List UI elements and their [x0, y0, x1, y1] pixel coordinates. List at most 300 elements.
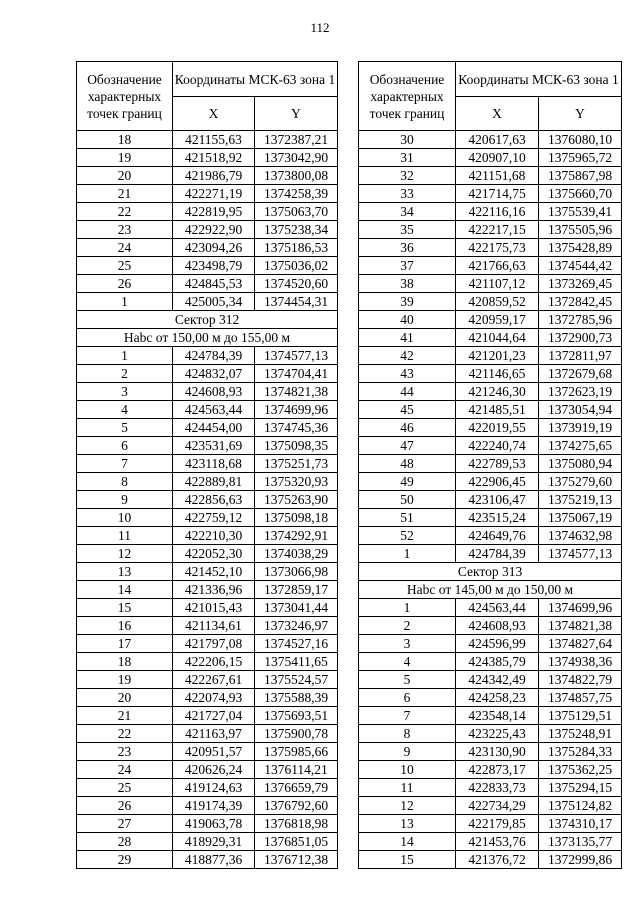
y-coordinate-cell: 1374520,60	[255, 275, 338, 293]
x-coordinate-cell: 421766,63	[456, 257, 539, 275]
table-row	[359, 671, 622, 689]
table-row	[77, 257, 338, 275]
x-coordinate-cell: 421453,76	[456, 833, 539, 851]
point-id-cell: 33	[359, 185, 456, 203]
x-coordinate-cell: 422240,74	[456, 437, 539, 455]
y-coordinate-cell: 1374544,42	[539, 257, 622, 275]
table-row	[77, 293, 338, 311]
table-row	[359, 275, 622, 293]
table-row	[77, 167, 338, 185]
x-coordinate-cell: 421714,75	[456, 185, 539, 203]
point-id-cell: 9	[359, 743, 456, 761]
point-id-cell: 15	[359, 851, 456, 869]
table-row	[77, 563, 338, 581]
x-coordinate-cell: 421201,23	[456, 347, 539, 365]
y-coordinate-cell: 1373066,98	[255, 563, 338, 581]
point-id-cell: 8	[77, 473, 173, 491]
point-id-cell: 12	[359, 797, 456, 815]
column-header-point-label: Обозначение характерных точек границ	[359, 62, 456, 131]
table-row	[359, 455, 622, 473]
y-coordinate-cell: 1372859,17	[255, 581, 338, 599]
point-id-cell: 2	[359, 617, 456, 635]
table-row	[359, 131, 622, 149]
table-row	[359, 707, 622, 725]
table-row	[359, 203, 622, 221]
point-id-cell: 4	[77, 401, 173, 419]
x-coordinate-cell: 418929,31	[173, 833, 255, 851]
table-row	[359, 491, 622, 509]
y-coordinate-cell: 1375867,98	[539, 167, 622, 185]
point-id-cell: 19	[77, 671, 173, 689]
table-row	[77, 473, 338, 491]
table-row	[77, 689, 338, 707]
x-coordinate-cell: 423531,69	[173, 437, 255, 455]
table-row	[359, 779, 622, 797]
table-row	[359, 419, 622, 437]
point-id-cell: 21	[77, 185, 173, 203]
table-row	[77, 725, 338, 743]
point-id-cell: 4	[359, 653, 456, 671]
point-id-cell: 5	[77, 419, 173, 437]
y-coordinate-cell: 1374577,13	[255, 347, 338, 365]
y-coordinate-cell: 1376851,05	[255, 833, 338, 851]
x-coordinate-cell: 421015,43	[173, 599, 255, 617]
x-coordinate-cell: 422019,55	[456, 419, 539, 437]
table-row	[359, 815, 622, 833]
x-coordinate-cell: 421518,92	[173, 149, 255, 167]
coordinates-table-right	[358, 61, 622, 869]
y-coordinate-cell: 1375284,33	[539, 743, 622, 761]
point-id-cell: 20	[77, 167, 173, 185]
point-id-cell: 1	[359, 599, 456, 617]
point-id-cell: 36	[359, 239, 456, 257]
x-coordinate-cell: 422052,30	[173, 545, 255, 563]
point-id-cell: 28	[77, 833, 173, 851]
y-coordinate-cell: 1375251,73	[255, 455, 338, 473]
x-coordinate-cell: 423548,14	[456, 707, 539, 725]
point-id-cell: 23	[77, 743, 173, 761]
x-coordinate-cell: 422819,95	[173, 203, 255, 221]
point-id-cell: 3	[359, 635, 456, 653]
point-id-cell: 40	[359, 311, 456, 329]
y-coordinate-cell: 1372811,97	[539, 347, 622, 365]
y-coordinate-cell: 1374821,38	[539, 617, 622, 635]
x-coordinate-cell: 424832,07	[173, 365, 255, 383]
section-label: Сектор 313	[359, 563, 622, 581]
x-coordinate-cell: 419063,78	[173, 815, 255, 833]
table-row	[77, 185, 338, 203]
point-id-cell: 16	[77, 617, 173, 635]
y-coordinate-cell: 1375263,90	[255, 491, 338, 509]
x-coordinate-cell: 421146,65	[456, 365, 539, 383]
x-coordinate-cell: 421986,79	[173, 167, 255, 185]
point-id-cell: 22	[77, 725, 173, 743]
table-row	[77, 365, 338, 383]
y-coordinate-cell: 1375428,89	[539, 239, 622, 257]
x-coordinate-cell: 422271,19	[173, 185, 255, 203]
x-coordinate-cell: 420617,63	[456, 131, 539, 149]
y-coordinate-cell: 1372679,68	[539, 365, 622, 383]
x-coordinate-cell: 423130,90	[456, 743, 539, 761]
x-coordinate-cell: 421452,10	[173, 563, 255, 581]
x-coordinate-cell: 419174,39	[173, 797, 255, 815]
table-row	[359, 689, 622, 707]
y-coordinate-cell: 1375238,34	[255, 221, 338, 239]
table-row	[77, 131, 338, 149]
table-row	[77, 239, 338, 257]
section-label: Нabс от 150,00 м до 155,00 м	[77, 329, 338, 347]
y-coordinate-cell: 1376818,98	[255, 815, 338, 833]
y-coordinate-cell: 1375693,51	[255, 707, 338, 725]
x-coordinate-cell: 423515,24	[456, 509, 539, 527]
x-coordinate-cell: 423118,68	[173, 455, 255, 473]
y-coordinate-cell: 1373919,19	[539, 419, 622, 437]
y-coordinate-cell: 1375965,72	[539, 149, 622, 167]
y-coordinate-cell: 1376792,60	[255, 797, 338, 815]
column-header-y: Y	[255, 97, 338, 131]
y-coordinate-cell: 1373269,45	[539, 275, 622, 293]
y-coordinate-cell: 1374699,96	[539, 599, 622, 617]
x-coordinate-cell: 421246,30	[456, 383, 539, 401]
table-row	[77, 779, 338, 797]
y-coordinate-cell: 1374938,36	[539, 653, 622, 671]
point-id-cell: 10	[359, 761, 456, 779]
y-coordinate-cell: 1374745,36	[255, 419, 338, 437]
point-id-cell: 11	[359, 779, 456, 797]
table-row	[359, 329, 622, 347]
point-id-cell: 9	[77, 491, 173, 509]
table-row	[77, 203, 338, 221]
y-coordinate-cell: 1375524,57	[255, 671, 338, 689]
y-coordinate-cell: 1374821,38	[255, 383, 338, 401]
x-coordinate-cell: 422206,15	[173, 653, 255, 671]
table-row	[77, 401, 338, 419]
coordinates-table-left	[76, 61, 338, 869]
point-id-cell: 20	[77, 689, 173, 707]
point-id-cell: 38	[359, 275, 456, 293]
table-row	[77, 671, 338, 689]
table-row	[359, 347, 622, 365]
y-coordinate-cell: 1374822,79	[539, 671, 622, 689]
y-coordinate-cell: 1372842,45	[539, 293, 622, 311]
y-coordinate-cell: 1373135,77	[539, 833, 622, 851]
point-id-cell: 45	[359, 401, 456, 419]
point-id-cell: 39	[359, 293, 456, 311]
x-coordinate-cell: 422217,15	[456, 221, 539, 239]
point-id-cell: 13	[77, 563, 173, 581]
x-coordinate-cell: 421044,64	[456, 329, 539, 347]
table-row	[359, 797, 622, 815]
table-row	[77, 419, 338, 437]
section-label: Сектор 312	[77, 311, 338, 329]
page-number: 112	[310, 20, 330, 35]
y-coordinate-cell: 1375505,96	[539, 221, 622, 239]
point-id-cell: 26	[77, 797, 173, 815]
y-coordinate-cell: 1375248,91	[539, 725, 622, 743]
point-id-cell: 41	[359, 329, 456, 347]
y-coordinate-cell: 1372785,96	[539, 311, 622, 329]
y-coordinate-cell: 1372387,21	[255, 131, 338, 149]
point-id-cell: 26	[77, 275, 173, 293]
y-coordinate-cell: 1375098,18	[255, 509, 338, 527]
table-row	[359, 527, 622, 545]
table-row	[359, 851, 622, 869]
table-row	[359, 293, 622, 311]
x-coordinate-cell: 424608,93	[173, 383, 255, 401]
x-coordinate-cell: 422856,63	[173, 491, 255, 509]
x-coordinate-cell: 422889,81	[173, 473, 255, 491]
y-coordinate-cell: 1375539,41	[539, 203, 622, 221]
column-header-x: X	[456, 97, 539, 131]
point-id-cell: 48	[359, 455, 456, 473]
table-row	[359, 761, 622, 779]
x-coordinate-cell: 424784,39	[173, 347, 255, 365]
table-row	[359, 743, 622, 761]
table-row	[77, 617, 338, 635]
table-row	[77, 635, 338, 653]
x-coordinate-cell: 424258,23	[456, 689, 539, 707]
y-coordinate-cell: 1375320,93	[255, 473, 338, 491]
point-id-cell: 7	[359, 707, 456, 725]
point-id-cell: 18	[77, 131, 173, 149]
x-coordinate-cell: 422873,17	[456, 761, 539, 779]
x-coordinate-cell: 421376,72	[456, 851, 539, 869]
point-id-cell: 27	[77, 815, 173, 833]
table-row	[359, 617, 622, 635]
point-id-cell: 25	[77, 257, 173, 275]
table-row	[77, 275, 338, 293]
section-row	[359, 581, 622, 599]
x-coordinate-cell: 422789,53	[456, 455, 539, 473]
table-row	[359, 239, 622, 257]
y-coordinate-cell: 1374258,39	[255, 185, 338, 203]
y-coordinate-cell: 1375362,25	[539, 761, 622, 779]
x-coordinate-cell: 424649,76	[456, 527, 539, 545]
point-id-cell: 11	[77, 527, 173, 545]
y-coordinate-cell: 1375129,51	[539, 707, 622, 725]
point-id-cell: 32	[359, 167, 456, 185]
x-coordinate-cell: 424784,39	[456, 545, 539, 563]
x-coordinate-cell: 424845,53	[173, 275, 255, 293]
point-id-cell: 49	[359, 473, 456, 491]
x-coordinate-cell: 424342,49	[456, 671, 539, 689]
x-coordinate-cell: 420907,10	[456, 149, 539, 167]
y-coordinate-cell: 1375588,39	[255, 689, 338, 707]
y-coordinate-cell: 1375294,15	[539, 779, 622, 797]
x-coordinate-cell: 424563,44	[456, 599, 539, 617]
x-coordinate-cell: 423498,79	[173, 257, 255, 275]
point-id-cell: 1	[77, 293, 173, 311]
y-coordinate-cell: 1374827,64	[539, 635, 622, 653]
y-coordinate-cell: 1375411,65	[255, 653, 338, 671]
y-coordinate-cell: 1372999,86	[539, 851, 622, 869]
table-row	[77, 527, 338, 545]
point-id-cell: 46	[359, 419, 456, 437]
y-coordinate-cell: 1373054,94	[539, 401, 622, 419]
x-coordinate-cell: 422906,45	[456, 473, 539, 491]
x-coordinate-cell: 424385,79	[456, 653, 539, 671]
x-coordinate-cell: 424608,93	[456, 617, 539, 635]
point-id-cell: 24	[77, 761, 173, 779]
point-id-cell: 18	[77, 653, 173, 671]
table-row	[359, 167, 622, 185]
table-row	[359, 653, 622, 671]
y-coordinate-cell: 1374577,13	[539, 545, 622, 563]
point-id-cell: 10	[77, 509, 173, 527]
point-id-cell: 52	[359, 527, 456, 545]
point-id-cell: 30	[359, 131, 456, 149]
x-coordinate-cell: 423106,47	[456, 491, 539, 509]
y-coordinate-cell: 1374857,75	[539, 689, 622, 707]
y-coordinate-cell: 1376114,21	[255, 761, 338, 779]
column-header-point-label: Обозначение характерных точек границ	[77, 62, 173, 131]
table-row	[77, 509, 338, 527]
table-row	[359, 635, 622, 653]
point-id-cell: 34	[359, 203, 456, 221]
x-coordinate-cell: 423225,43	[456, 725, 539, 743]
y-coordinate-cell: 1374038,29	[255, 545, 338, 563]
table-row	[359, 311, 622, 329]
point-id-cell: 8	[359, 725, 456, 743]
section-row	[77, 311, 338, 329]
table-row	[77, 797, 338, 815]
table-row	[77, 743, 338, 761]
y-coordinate-cell: 1374310,17	[539, 815, 622, 833]
y-coordinate-cell: 1374699,96	[255, 401, 338, 419]
point-id-cell: 6	[359, 689, 456, 707]
section-label: Нabс от 145,00 м до 150,00 м	[359, 581, 622, 599]
section-row	[77, 329, 338, 347]
table-row	[77, 653, 338, 671]
table-row	[77, 347, 338, 365]
table-row	[77, 491, 338, 509]
x-coordinate-cell: 424596,99	[456, 635, 539, 653]
y-coordinate-cell: 1373246,97	[255, 617, 338, 635]
y-coordinate-cell: 1374454,31	[255, 293, 338, 311]
table-row	[359, 185, 622, 203]
table-row	[77, 599, 338, 617]
point-id-cell: 2	[77, 365, 173, 383]
point-id-cell: 51	[359, 509, 456, 527]
point-id-cell: 1	[77, 347, 173, 365]
column-header-coordinates: Координаты МСК-63 зона 1	[173, 62, 338, 97]
table-row	[359, 401, 622, 419]
y-coordinate-cell: 1376659,79	[255, 779, 338, 797]
point-id-cell: 12	[77, 545, 173, 563]
y-coordinate-cell: 1376712,38	[255, 851, 338, 869]
table-row	[77, 221, 338, 239]
x-coordinate-cell: 421163,97	[173, 725, 255, 743]
x-coordinate-cell: 421134,61	[173, 617, 255, 635]
table-row	[77, 761, 338, 779]
column-header-y: Y	[539, 97, 622, 131]
y-coordinate-cell: 1375124,82	[539, 797, 622, 815]
point-id-cell: 7	[77, 455, 173, 473]
point-id-cell: 35	[359, 221, 456, 239]
x-coordinate-cell: 421155,63	[173, 131, 255, 149]
x-coordinate-cell: 422922,90	[173, 221, 255, 239]
y-coordinate-cell: 1374275,65	[539, 437, 622, 455]
y-coordinate-cell: 1372623,19	[539, 383, 622, 401]
table-row	[359, 473, 622, 491]
point-id-cell: 42	[359, 347, 456, 365]
x-coordinate-cell: 422267,61	[173, 671, 255, 689]
y-coordinate-cell: 1374292,91	[255, 527, 338, 545]
x-coordinate-cell: 420626,24	[173, 761, 255, 779]
y-coordinate-cell: 1372900,73	[539, 329, 622, 347]
point-id-cell: 3	[77, 383, 173, 401]
table-row	[77, 149, 338, 167]
point-id-cell: 15	[77, 599, 173, 617]
point-id-cell: 13	[359, 815, 456, 833]
x-coordinate-cell: 424563,44	[173, 401, 255, 419]
y-coordinate-cell: 1376080,10	[539, 131, 622, 149]
x-coordinate-cell: 422759,12	[173, 509, 255, 527]
point-id-cell: 21	[77, 707, 173, 725]
table-row	[359, 833, 622, 851]
x-coordinate-cell: 421727,04	[173, 707, 255, 725]
x-coordinate-cell: 421336,96	[173, 581, 255, 599]
section-row	[359, 563, 622, 581]
point-id-cell: 25	[77, 779, 173, 797]
x-coordinate-cell: 422833,73	[456, 779, 539, 797]
y-coordinate-cell: 1375098,35	[255, 437, 338, 455]
y-coordinate-cell: 1375063,70	[255, 203, 338, 221]
y-coordinate-cell: 1373800,08	[255, 167, 338, 185]
y-coordinate-cell: 1375067,19	[539, 509, 622, 527]
table-row	[77, 545, 338, 563]
point-id-cell: 37	[359, 257, 456, 275]
y-coordinate-cell: 1375080,94	[539, 455, 622, 473]
x-coordinate-cell: 422175,73	[456, 239, 539, 257]
table-row	[77, 833, 338, 851]
y-coordinate-cell: 1374704,41	[255, 365, 338, 383]
x-coordinate-cell: 421797,08	[173, 635, 255, 653]
table-row	[359, 365, 622, 383]
table-body-left	[77, 131, 338, 869]
point-id-cell: 1	[359, 545, 456, 563]
x-coordinate-cell: 419124,63	[173, 779, 255, 797]
y-coordinate-cell: 1374527,16	[255, 635, 338, 653]
table-row	[77, 851, 338, 869]
x-coordinate-cell: 422179,85	[456, 815, 539, 833]
y-coordinate-cell: 1375985,66	[255, 743, 338, 761]
x-coordinate-cell: 420959,17	[456, 311, 539, 329]
x-coordinate-cell: 425005,34	[173, 293, 255, 311]
x-coordinate-cell: 421151,68	[456, 167, 539, 185]
x-coordinate-cell: 418877,36	[173, 851, 255, 869]
table-row	[359, 437, 622, 455]
table-row	[77, 383, 338, 401]
table-row	[77, 815, 338, 833]
table-row	[359, 599, 622, 617]
y-coordinate-cell: 1375186,53	[255, 239, 338, 257]
point-id-cell: 47	[359, 437, 456, 455]
point-id-cell: 29	[77, 851, 173, 869]
x-coordinate-cell: 422734,29	[456, 797, 539, 815]
y-coordinate-cell: 1373041,44	[255, 599, 338, 617]
y-coordinate-cell: 1374632,98	[539, 527, 622, 545]
table-row	[359, 545, 622, 563]
table-row	[359, 725, 622, 743]
point-id-cell: 31	[359, 149, 456, 167]
point-id-cell: 5	[359, 671, 456, 689]
y-coordinate-cell: 1375219,13	[539, 491, 622, 509]
y-coordinate-cell: 1375900,78	[255, 725, 338, 743]
x-coordinate-cell: 422210,30	[173, 527, 255, 545]
point-id-cell: 17	[77, 635, 173, 653]
y-coordinate-cell: 1373042,90	[255, 149, 338, 167]
